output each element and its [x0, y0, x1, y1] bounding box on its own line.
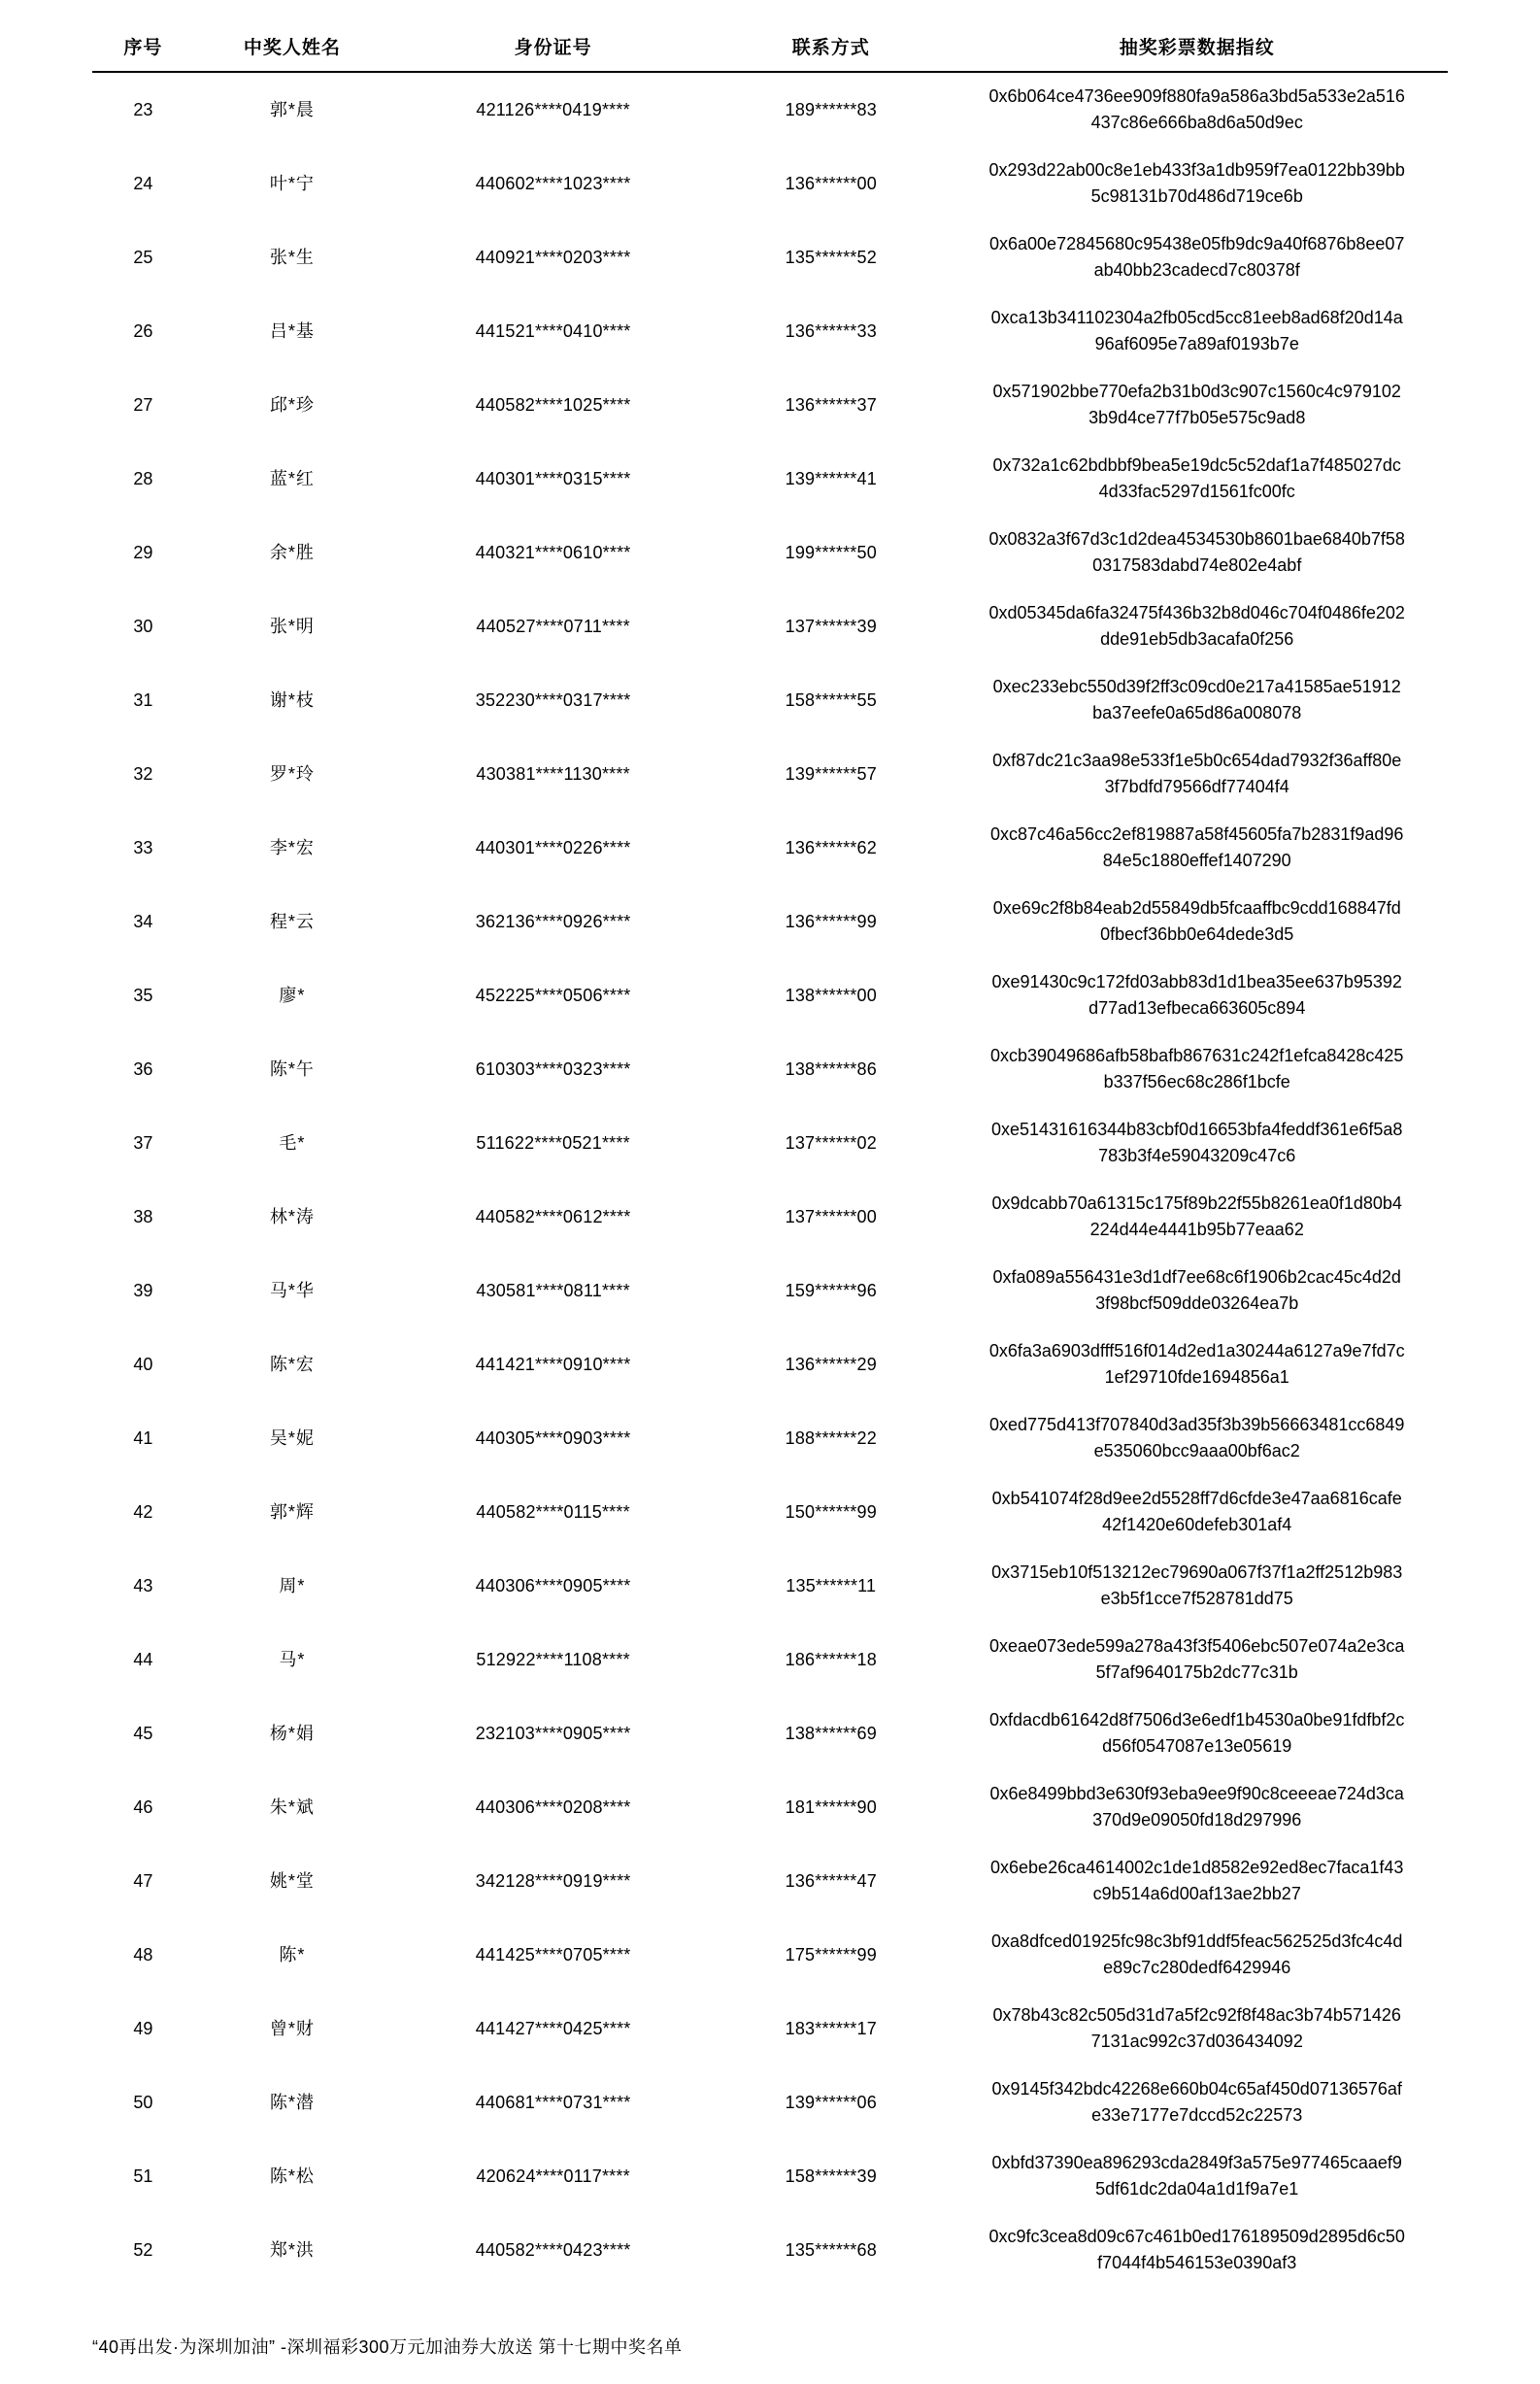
- cell-id-number: 362136****0926****: [475, 911, 631, 931]
- cell-id-number: 440301****0226****: [475, 837, 631, 857]
- cell-name: 吕*基: [269, 320, 315, 341]
- cell-index: 28: [133, 468, 153, 488]
- hash-text: 0xca13b341102304a2fb05cd5cc81eeb8ad68f20d14a96af6095e7a89af0193b7e: [990, 308, 1403, 353]
- column-header-name: 中奖人姓名: [194, 27, 390, 72]
- cell-id-number: 511622****0521****: [476, 1132, 630, 1153]
- cell-index: 40: [133, 1354, 153, 1374]
- column-header-id-number: 身份证号: [390, 27, 716, 72]
- cell-hash: [946, 1844, 1448, 1918]
- cell-hash: [946, 1254, 1448, 1327]
- cell-index: 26: [133, 320, 153, 341]
- table-row: [92, 1106, 1448, 1180]
- cell-name: 郭*辉: [269, 1501, 315, 1522]
- table-row: [92, 1254, 1448, 1327]
- hash-text: 0x6b064ce4736ee909f880fa9a586a3bd5a533e2a516437c86e666ba8d6a50d9ec: [988, 86, 1405, 132]
- cell-index: 27: [133, 394, 153, 415]
- cell-id-number: 420624****0117****: [476, 2166, 630, 2186]
- table-row: [92, 1770, 1448, 1844]
- cell-index: 52: [133, 2239, 153, 2260]
- cell-name: 张*明: [269, 616, 315, 636]
- cell-id-number: 440306****0208****: [475, 1796, 631, 1817]
- cell-index: 50: [133, 2092, 153, 2112]
- hash-text: 0xeae073ede599a278a43f3f5406ebc507e074a2e3ca5f7af9640175b2dc77c31b: [989, 1636, 1405, 1682]
- cell-hash: [946, 958, 1448, 1032]
- cell-name: 朱*斌: [269, 1796, 315, 1817]
- hash-text: 0xb541074f28d9ee2d5528ff7d6cfde3e47aa6816cafe42f1420e60defeb301af4: [991, 1489, 1402, 1534]
- table-row: [92, 1401, 1448, 1475]
- cell-hash: [946, 1918, 1448, 1992]
- cell-phone: 158******39: [785, 2166, 877, 2186]
- cell-name: 谢*枝: [269, 689, 315, 710]
- table-row: [92, 1918, 1448, 1992]
- cell-id-number: 440921****0203****: [475, 247, 631, 267]
- table-body: [92, 72, 1448, 2287]
- cell-index: 33: [133, 837, 153, 857]
- cell-name: 郑*洪: [269, 2239, 315, 2260]
- cell-hash: [946, 1327, 1448, 1401]
- table-row: [92, 2065, 1448, 2139]
- cell-name: 陈*宏: [269, 1354, 315, 1374]
- cell-hash: [946, 737, 1448, 811]
- column-header-hash: 抽奖彩票数据指纹: [946, 27, 1448, 72]
- cell-phone: 135******11: [786, 1575, 877, 1595]
- cell-name: 叶*宁: [269, 173, 315, 193]
- cell-phone: 159******96: [785, 1280, 877, 1300]
- cell-id-number: 441427****0425****: [475, 2018, 631, 2038]
- cell-id-number: 452225****0506****: [475, 985, 631, 1005]
- cell-index: 41: [133, 1427, 153, 1448]
- cell-name: 郭*晨: [269, 99, 315, 119]
- cell-phone: 139******41: [785, 468, 877, 488]
- cell-index: 46: [133, 1796, 153, 1817]
- cell-name: 廖*: [279, 985, 306, 1005]
- cell-name: 曾*财: [269, 2018, 315, 2038]
- hash-text: 0x732a1c62bdbbf9bea5e19dc5c52daf1a7f485027dc4d33fac5297d1561fc00fc: [992, 455, 1401, 501]
- cell-id-number: 440602****1023****: [475, 173, 631, 193]
- table-row: [92, 663, 1448, 737]
- cell-index: 43: [133, 1575, 153, 1595]
- cell-hash: [946, 663, 1448, 737]
- hash-text: 0x9dcabb70a61315c175f89b22f55b8261ea0f1d80b4224d44e4441b95b77eaa62: [991, 1193, 1402, 1239]
- cell-id-number: 440681****0731****: [475, 2092, 631, 2112]
- cell-phone: 135******68: [785, 2239, 877, 2260]
- cell-phone: 136******47: [785, 1870, 877, 1891]
- cell-hash: [946, 811, 1448, 885]
- cell-name: 陈*松: [269, 2166, 315, 2186]
- footer-caption: “40再出发·为深圳加油” -深圳福彩300万元加油券大放送 第十七期中奖名单: [92, 2337, 683, 2357]
- cell-id-number: 440582****0115****: [476, 1501, 630, 1522]
- cell-id-number: 441521****0410****: [475, 320, 631, 341]
- cell-index: 34: [133, 911, 153, 931]
- cell-hash: [946, 1032, 1448, 1106]
- table-header: [92, 27, 1448, 72]
- table-row: [92, 885, 1448, 958]
- table-row: [92, 294, 1448, 368]
- cell-phone: 199******50: [785, 542, 877, 562]
- cell-phone: 136******62: [785, 837, 877, 857]
- cell-id-number: 430381****1130****: [476, 763, 630, 784]
- table-row: [92, 1180, 1448, 1254]
- cell-hash: [946, 72, 1448, 147]
- cell-hash: [946, 294, 1448, 368]
- hash-text: 0x78b43c82c505d31d7a5f2c92f8f48ac3b74b5714267131ac992c37d036434092: [992, 2005, 1401, 2051]
- cell-name: 蓝*红: [269, 468, 315, 488]
- cell-index: 35: [133, 985, 153, 1005]
- cell-index: 49: [133, 2018, 153, 2038]
- table-row: [92, 737, 1448, 811]
- table-row: [92, 368, 1448, 442]
- hash-text: 0x6ebe26ca4614002c1de1d8582e92ed8ec7faca1f43c9b514a6d00af13ae2bb27: [990, 1858, 1404, 1903]
- table-row: [92, 220, 1448, 294]
- hash-text: 0x6a00e72845680c95438e05fb9dc9a40f6876b8ee07ab40bb23cadecd7c80378f: [989, 234, 1405, 280]
- cell-phone: 138******86: [785, 1058, 877, 1079]
- cell-hash: [946, 368, 1448, 442]
- hash-text: 0xd05345da6fa32475f436b32b8d046c704f0486fe202dde91eb5db3acafa0f256: [988, 603, 1405, 649]
- table-row: [92, 958, 1448, 1032]
- cell-id-number: 610303****0323****: [475, 1058, 631, 1079]
- cell-name: 马*华: [269, 1280, 315, 1300]
- hash-text: 0xc87c46a56cc2ef819887a58f45605fa7b2831f9ad9684e5c1880effef1407290: [990, 824, 1404, 870]
- cell-phone: 183******17: [785, 2018, 877, 2038]
- cell-hash: [946, 589, 1448, 663]
- cell-index: 47: [133, 1870, 153, 1891]
- cell-id-number: 440301****0315****: [475, 468, 631, 488]
- cell-name: 林*涛: [269, 1206, 315, 1226]
- cell-id-number: 512922****1108****: [476, 1649, 630, 1669]
- cell-phone: 181******90: [785, 1796, 877, 1817]
- cell-hash: [946, 1549, 1448, 1623]
- cell-hash: [946, 1475, 1448, 1549]
- cell-hash: [946, 2065, 1448, 2139]
- hash-text: 0x293d22ab00c8e1eb433f3a1db959f7ea0122bb39bb5c98131b70d486d719ce6b: [988, 160, 1405, 206]
- table-row: [92, 1032, 1448, 1106]
- cell-hash: [946, 2213, 1448, 2287]
- cell-hash: [946, 1696, 1448, 1770]
- cell-index: 39: [133, 1280, 153, 1300]
- cell-phone: 158******55: [785, 689, 877, 710]
- cell-phone: 139******06: [785, 2092, 877, 2112]
- cell-name: 余*胜: [269, 542, 315, 562]
- cell-name: 陈*午: [269, 1058, 315, 1079]
- table-row: [92, 2213, 1448, 2287]
- cell-index: 37: [133, 1132, 153, 1153]
- hash-text: 0xed775d413f707840d3ad35f3b39b56663481cc6849e535060bcc9aaa00bf6ac2: [989, 1415, 1405, 1461]
- cell-hash: [946, 442, 1448, 516]
- table-row: [92, 442, 1448, 516]
- cell-id-number: 441425****0705****: [475, 1944, 631, 1964]
- cell-phone: 136******33: [785, 320, 877, 341]
- column-header-phone: 联系方式: [716, 27, 946, 72]
- cell-hash: [946, 1770, 1448, 1844]
- table-row: [92, 1475, 1448, 1549]
- cell-name: 毛*: [279, 1132, 306, 1153]
- cell-phone: 136******37: [785, 394, 877, 415]
- cell-index: 48: [133, 1944, 153, 1964]
- cell-id-number: 440321****0610****: [475, 542, 631, 562]
- table-header-row: [92, 27, 1448, 72]
- cell-index: 38: [133, 1206, 153, 1226]
- hash-text: 0xc9fc3cea8d09c67c461b0ed176189509d2895d6c50f7044f4b546153e0390af3: [988, 2227, 1405, 2272]
- cell-id-number: 421126****0419****: [476, 99, 630, 119]
- cell-phone: 136******00: [785, 173, 877, 193]
- cell-name: 吴*妮: [269, 1427, 315, 1448]
- hash-text: 0x6fa3a6903dfff516f014d2ed1a30244a6127a9e7fd7c1ef29710fde1694856a1: [988, 1341, 1405, 1387]
- cell-id-number: 232103****0905****: [475, 1723, 631, 1743]
- cell-index: 30: [133, 616, 153, 636]
- cell-hash: [946, 1180, 1448, 1254]
- hash-text: 0x6e8499bbd3e630f93eba9ee9f90c8ceeeae724d3ca370d9e09050fd18d297996: [989, 1784, 1404, 1830]
- table-row: [92, 516, 1448, 589]
- cell-hash: [946, 2139, 1448, 2213]
- table-row: [92, 1623, 1448, 1696]
- cell-id-number: 352230****0317****: [475, 689, 631, 710]
- hash-text: 0xe51431616344b83cbf0d16653bfa4feddf361e6f5a8783b3f4e59043209c47c6: [991, 1120, 1403, 1165]
- cell-index: 36: [133, 1058, 153, 1079]
- table-row: [92, 72, 1448, 147]
- hash-text: 0xa8dfced01925fc98c3bf91ddf5feac562525d3fc4c4de89c7c280dedf6429946: [991, 1931, 1403, 1977]
- cell-hash: [946, 220, 1448, 294]
- cell-index: 32: [133, 763, 153, 784]
- cell-index: 25: [133, 247, 153, 267]
- cell-id-number: 440582****0423****: [475, 2239, 631, 2260]
- cell-name: 张*生: [269, 247, 315, 267]
- hash-text: 0xfdacdb61642d8f7506d3e6edf1b4530a0be91fdfbf2cd56f0547087e13e05619: [989, 1710, 1405, 1756]
- hash-text: 0x0832a3f67d3c1d2dea4534530b8601bae6840b7f580317583dabd74e802e4abf: [988, 529, 1405, 575]
- hash-text: 0xec233ebc550d39f2ff3c09cd0e217a41585ae51912ba37eefe0a65d86a008078: [992, 677, 1401, 722]
- cell-index: 51: [133, 2166, 153, 2186]
- table-row: [92, 1992, 1448, 2065]
- table-row: [92, 147, 1448, 220]
- cell-id-number: 441421****0910****: [475, 1354, 631, 1374]
- cell-id-number: 342128****0919****: [475, 1870, 631, 1891]
- hash-text: 0x571902bbe770efa2b31b0d3c907c1560c4c9791023b9d4ce77f7b05e575c9ad8: [992, 382, 1401, 427]
- cell-name: 李*宏: [269, 837, 315, 857]
- table-row: [92, 1327, 1448, 1401]
- cell-hash: [946, 1992, 1448, 2065]
- cell-id-number: 440527****0711****: [476, 616, 630, 636]
- table-row: [92, 811, 1448, 885]
- cell-hash: [946, 516, 1448, 589]
- column-header-index: 序号: [92, 27, 194, 72]
- cell-hash: [946, 147, 1448, 220]
- table-row: [92, 1549, 1448, 1623]
- cell-hash: [946, 1401, 1448, 1475]
- cell-index: 31: [133, 689, 153, 710]
- table-row: [92, 2139, 1448, 2213]
- cell-id-number: 440306****0905****: [475, 1575, 631, 1595]
- cell-phone: 139******57: [785, 763, 877, 784]
- cell-phone: 136******29: [785, 1354, 877, 1374]
- hash-text: 0x3715eb10f513212ec79690a067f37f1a2ff2512b983e3b5f1cce7f528781dd75: [991, 1562, 1403, 1608]
- cell-name: 姚*堂: [269, 1870, 315, 1891]
- cell-phone: 189******83: [785, 99, 877, 119]
- cell-id-number: 440582****0612****: [475, 1206, 631, 1226]
- cell-phone: 135******52: [785, 247, 877, 267]
- cell-hash: [946, 885, 1448, 958]
- hash-text: 0xe91430c9c172fd03abb83d1d1bea35ee637b95392d77ad13efbeca663605c894: [991, 972, 1402, 1018]
- hash-text: 0xbfd37390ea896293cda2849f3a575e977465caaef95df61dc2da04a1d1f9a7e1: [991, 2153, 1402, 2199]
- cell-id-number: 440582****1025****: [475, 394, 631, 415]
- hash-text: 0xfa089a556431e3d1df7ee68c6f1906b2cac45c4d2d3f98bcf509dde03264ea7b: [992, 1267, 1401, 1313]
- cell-phone: 138******00: [785, 985, 877, 1005]
- hash-text: 0xcb39049686afb58bafb867631c242f1efca8428c425b337f56ec68c286f1bcfe: [990, 1046, 1404, 1091]
- cell-id-number: 430581****0811****: [476, 1280, 630, 1300]
- cell-index: 44: [133, 1649, 153, 1669]
- cell-phone: 188******22: [785, 1427, 877, 1448]
- cell-index: 45: [133, 1723, 153, 1743]
- table-row: [92, 1844, 1448, 1918]
- cell-index: 24: [133, 173, 153, 193]
- cell-phone: 136******99: [785, 911, 877, 931]
- cell-name: 马*: [279, 1649, 306, 1669]
- cell-name: 周*: [279, 1575, 306, 1595]
- cell-phone: 175******99: [785, 1944, 877, 1964]
- cell-phone: 138******69: [785, 1723, 877, 1743]
- cell-id-number: 440305****0903****: [475, 1427, 631, 1448]
- table-row: [92, 589, 1448, 663]
- cell-name: 程*云: [269, 911, 315, 931]
- cell-name: 罗*玲: [269, 763, 315, 784]
- cell-phone: 137******00: [785, 1206, 877, 1226]
- cell-name: 陈*潜: [269, 2092, 315, 2112]
- cell-phone: 137******39: [785, 616, 877, 636]
- cell-name: 杨*娟: [269, 1723, 315, 1743]
- cell-phone: 150******99: [785, 1501, 877, 1522]
- hash-text: 0xe69c2f8b84eab2d55849db5fcaaffbc9cdd168847fd0fbecf36bb0e64dede3d5: [992, 898, 1401, 944]
- cell-name: 陈*: [279, 1944, 306, 1964]
- winners-table: [92, 27, 1448, 2287]
- cell-index: 23: [133, 99, 153, 119]
- cell-phone: 186******18: [785, 1649, 877, 1669]
- hash-text: 0x9145f342bdc42268e660b04c65af450d07136576afe33e7177e7dccd52c22573: [991, 2079, 1402, 2125]
- cell-index: 29: [133, 542, 153, 562]
- table-row: [92, 1696, 1448, 1770]
- cell-index: 42: [133, 1501, 153, 1522]
- cell-name: 邱*珍: [269, 394, 315, 415]
- cell-hash: [946, 1623, 1448, 1696]
- cell-phone: 137******02: [785, 1132, 877, 1153]
- cell-hash: [946, 1106, 1448, 1180]
- hash-text: 0xf87dc21c3aa98e533f1e5b0c654dad7932f36aff80e3f7bdfd79566df77404f4: [992, 751, 1402, 796]
